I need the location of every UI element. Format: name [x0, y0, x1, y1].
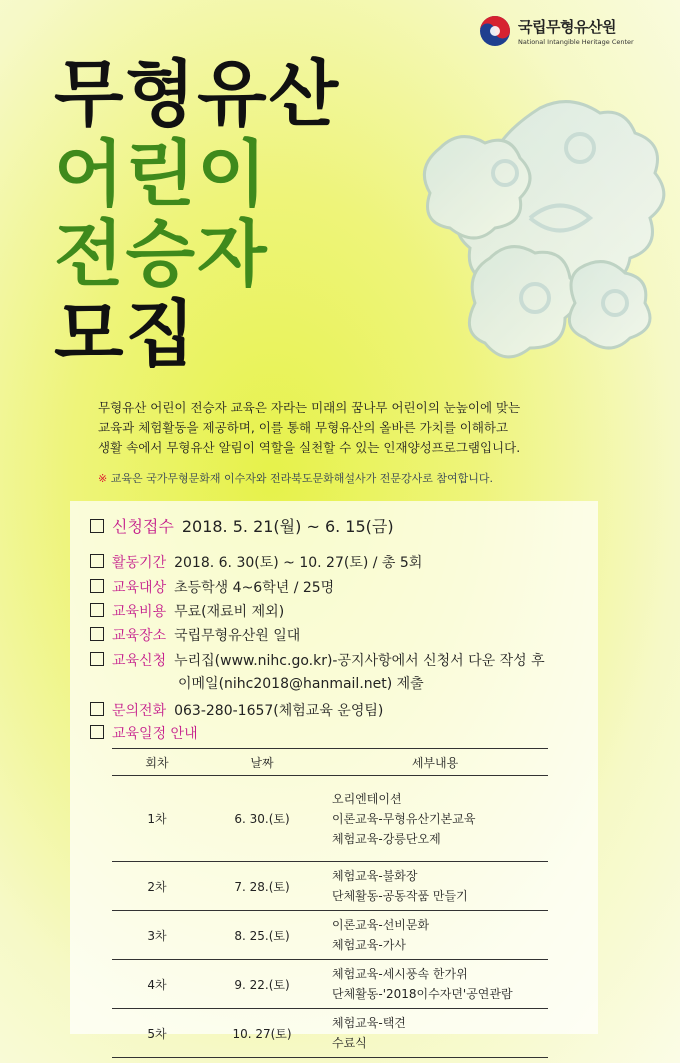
intro-line-2: 교육과 체험활동을 제공하며, 이를 통해 무형유산의 올바른 가치를 이해하고 — [98, 420, 509, 435]
logo-name-en: National Intangible Heritage Center — [518, 38, 634, 46]
info-value: 국립무형유산원 일대 — [174, 628, 301, 644]
date-cell: 6. 30.(토) — [202, 776, 322, 862]
detail-line: 체험교육-택견 — [332, 1016, 406, 1030]
info-label: 교육대상 — [112, 580, 167, 596]
info-value: 2018. 5. 21(월) ~ 6. 15(금) — [181, 517, 394, 536]
checkbox-icon — [90, 725, 104, 739]
info-label: 교육장소 — [112, 628, 167, 644]
intro-line-3: 생활 속에서 무형유산 알림이 역할을 실천할 수 있는 인재양성프로그램입니다. — [98, 440, 521, 455]
table-row — [112, 1009, 548, 1058]
detail-line: 체험교육-세시풍속 한가위 — [332, 967, 468, 981]
cloud-ornament-icon — [410, 88, 680, 378]
round-cell: 2차 — [112, 862, 202, 911]
info-row-contact — [90, 700, 383, 720]
detail-line: 수료식 — [332, 1036, 367, 1050]
nihc-logo — [478, 14, 634, 48]
note-text: 교육은 국가무형문화재 이수자와 전라북도문화해설사가 전문강사로 참여합니다. — [110, 472, 493, 485]
info-label: 교육비용 — [112, 604, 167, 620]
info-value: 무료(재료비 제외) — [174, 604, 285, 620]
table-row — [112, 776, 548, 862]
table-header-row — [112, 749, 548, 776]
details-cell — [322, 862, 548, 911]
info-label: 교육일정 안내 — [112, 726, 198, 742]
detail-line: 체험교육-가사 — [332, 938, 406, 952]
date-cell: 9. 22.(토) — [202, 960, 322, 1009]
logo-name-ko: 국립무형유산원 — [518, 18, 616, 36]
note-mark: ※ — [98, 472, 108, 485]
table-row — [112, 862, 548, 911]
round-cell: 5차 — [112, 1009, 202, 1058]
checkbox-icon — [90, 702, 104, 716]
table-row — [112, 960, 548, 1009]
info-label: 문의전화 — [112, 703, 167, 719]
info-row-period — [90, 552, 422, 572]
title-line-3: 전승자 — [54, 212, 269, 296]
intro-note — [98, 470, 493, 486]
info-row-apply — [90, 514, 394, 537]
detail-line: 이론교육-선비문화 — [332, 918, 430, 932]
detail-line: 체험교육-불화장 — [332, 869, 418, 883]
info-row-method — [90, 650, 545, 670]
detail-line: 체험교육-강릉단오제 — [332, 831, 441, 846]
detail-line: 오리엔테이션 — [332, 791, 402, 806]
info-value: 2018. 6. 30(토) ~ 10. 27(토) / 총 5회 — [174, 555, 423, 571]
round-cell: 1차 — [112, 776, 202, 862]
info-value: 063-280-1657(체험교육 운영팀) — [174, 703, 384, 719]
info-method-continued: 이메일(nihc2018@hanmail.net) 제출 — [178, 676, 424, 692]
title-line-2: 어린이 — [54, 132, 269, 216]
checkbox-icon — [90, 579, 104, 593]
details-cell — [322, 911, 548, 960]
table-header: 날짜 — [202, 749, 322, 776]
round-cell: 3차 — [112, 911, 202, 960]
checkbox-icon — [90, 554, 104, 568]
title-line-4: 모집 — [54, 292, 198, 376]
checkbox-icon — [90, 627, 104, 641]
info-label: 교육신청 — [112, 653, 167, 669]
date-cell: 8. 25.(토) — [202, 911, 322, 960]
checkbox-icon — [90, 652, 104, 666]
detail-line: 단체활동-'2018이수자뎐'공연관람 — [332, 987, 513, 1001]
detail-line: 이론교육-무형유산기본교육 — [332, 811, 476, 826]
info-row-place — [90, 625, 300, 645]
info-value: 누리집(www.nihc.go.kr)-공지사항에서 신청서 다운 작성 후 — [174, 653, 545, 669]
info-value: 초등학생 4~6학년 / 25명 — [174, 580, 335, 596]
detail-line: 단체활동-공동작품 만들기 — [332, 889, 468, 903]
details-cell — [322, 776, 548, 862]
checkbox-icon — [90, 519, 104, 533]
info-row-target — [90, 577, 334, 597]
checkbox-icon — [90, 603, 104, 617]
info-row-schedule — [90, 723, 206, 743]
info-label: 신청접수 — [112, 517, 174, 536]
title-line-1: 무형유산 — [54, 52, 341, 136]
date-cell: 7. 28.(토) — [202, 862, 322, 911]
intro-line-1: 무형유산 어린이 전승자 교육은 자라는 미래의 꿈나무 어린이의 눈높이에 맞는 — [98, 400, 521, 415]
date-cell: 10. 27(토) — [202, 1009, 322, 1058]
details-cell — [322, 1009, 548, 1058]
round-cell: 4차 — [112, 960, 202, 1009]
schedule-table — [112, 748, 548, 1058]
table-row — [112, 911, 548, 960]
info-row-cost — [90, 601, 284, 621]
table-header: 회차 — [112, 749, 202, 776]
info-label: 활동기간 — [112, 555, 167, 571]
taegeuk-logo-icon — [478, 14, 512, 48]
details-cell — [322, 960, 548, 1009]
intro-text — [98, 398, 618, 458]
table-header: 세부내용 — [322, 749, 548, 776]
